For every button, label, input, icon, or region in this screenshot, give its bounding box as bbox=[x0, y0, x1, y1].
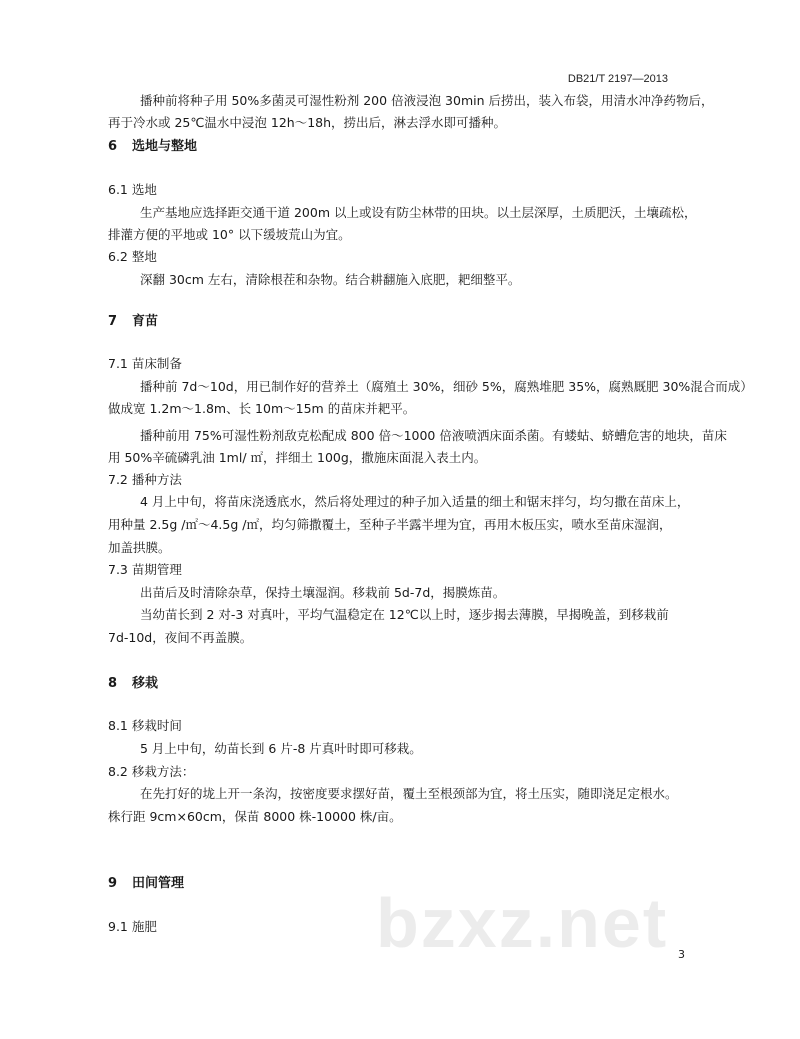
subsection-heading-9-1: 9.1 施肥 bbox=[108, 919, 157, 934]
section-title: 选地与整地 bbox=[132, 139, 198, 154]
section-number: 7 bbox=[108, 314, 118, 329]
section-heading-6 bbox=[108, 136, 197, 158]
section-heading-8 bbox=[108, 673, 158, 695]
paragraph-line: 株行距 9cm×60cm，保苗 8000 株-10000 株/亩。 bbox=[108, 809, 402, 824]
subsection-heading-6-1: 6.1 选地 bbox=[108, 182, 157, 197]
paragraph-line: 播种前将种子用 50%多菌灵可湿性粉剂 200 倍液浸泡 30min 后捞出，装入布袋，用清水冲净药物后， bbox=[140, 93, 714, 108]
section-title: 育苗 bbox=[132, 314, 159, 329]
section-title: 田间管理 bbox=[132, 876, 185, 891]
paragraph-line: 再于冷水或 25℃温水中浸泡 12h～18h，捞出后，淋去浮水即可播种。 bbox=[108, 115, 507, 130]
paragraph-line: 播种前用 75%可湿性粉剂敌克松配成 800 倍～1000 倍液喷洒床面杀菌。有蝼蛄、蛴螬危害的地块，苗床 bbox=[140, 428, 727, 443]
page-number: 3 bbox=[678, 948, 685, 961]
subsection-heading-7-3: 7.3 苗期管理 bbox=[108, 562, 182, 577]
section-number: 9 bbox=[108, 876, 118, 891]
paragraph-line: 在先打好的垅上开一条沟，按密度要求摆好苗，覆土至根颈部为宜，将土压实，随即浇足定根水。 bbox=[140, 786, 678, 801]
section-heading-7 bbox=[108, 311, 158, 333]
subsection-heading-8-1: 8.1 移栽时间 bbox=[108, 718, 182, 733]
paragraph-line: 加盖拱膜。 bbox=[108, 540, 171, 555]
paragraph-line: 播种前 7d～10d，用已制作好的营养土（腐殖土 30%，细砂 5%，腐熟堆肥 35%，腐熟厩肥 30%混合而成） bbox=[140, 379, 753, 394]
paragraph-line: 生产基地应选择距交通干道 200m 以上或设有防尘林带的田块。以土层深厚，土质肥沃，土壤疏松， bbox=[140, 205, 697, 220]
paragraph-line: 5 月上中旬，幼苗长到 6 片-8 片真叶时即可移栽。 bbox=[140, 741, 422, 756]
paragraph-line: 深翻 30cm 左右，清除根茬和杂物。结合耕翻施入底肥，耙细整平。 bbox=[140, 272, 521, 287]
paragraph-line: 排灌方便的平地或 10° 以下缓坡荒山为宜。 bbox=[108, 227, 351, 242]
watermark: bzxz.net bbox=[376, 884, 669, 962]
subsection-heading-7-1: 7.1 苗床制备 bbox=[108, 356, 182, 371]
paragraph-line: 用 50%辛硫磷乳油 1ml/ ㎡，拌细土 100g，撒施床面混入表土内。 bbox=[108, 450, 487, 465]
paragraph-line: 做成宽 1.2m～1.8m、长 10m～15m 的苗床并耙平。 bbox=[108, 401, 416, 416]
section-number: 8 bbox=[108, 676, 118, 691]
subsection-heading-7-2: 7.2 播种方法 bbox=[108, 472, 182, 487]
subsection-heading-8-2: 8.2 移栽方法： bbox=[108, 764, 195, 779]
paragraph-line: 7d-10d，夜间不再盖膜。 bbox=[108, 630, 253, 645]
section-number: 6 bbox=[108, 139, 118, 154]
section-heading-9 bbox=[108, 873, 184, 895]
paragraph-line: 用种量 2.5g /㎡～4.5g /㎡，均匀筛撒覆土，至种子半露半埋为宜，再用木板压实，喷水至苗床湿润， bbox=[108, 517, 672, 532]
subsection-heading-6-2: 6.2 整地 bbox=[108, 249, 157, 264]
paragraph-line: 出苗后及时清除杂草，保持土壤湿润。移栽前 5d-7d，揭膜炼苗。 bbox=[140, 585, 506, 600]
paragraph-line: 当幼苗长到 2 对-3 对真叶，平均气温稳定在 12℃以上时，逐步揭去薄膜，早揭晚盖，到移栽前 bbox=[140, 607, 669, 622]
standard-number: DB21/T 2197—2013 bbox=[567, 73, 668, 85]
section-title: 移栽 bbox=[132, 676, 159, 691]
paragraph-line: 4 月上中旬，将苗床浇透底水，然后将处理过的种子加入适量的细土和锯末拌匀，均匀撒在苗床上， bbox=[140, 494, 690, 509]
